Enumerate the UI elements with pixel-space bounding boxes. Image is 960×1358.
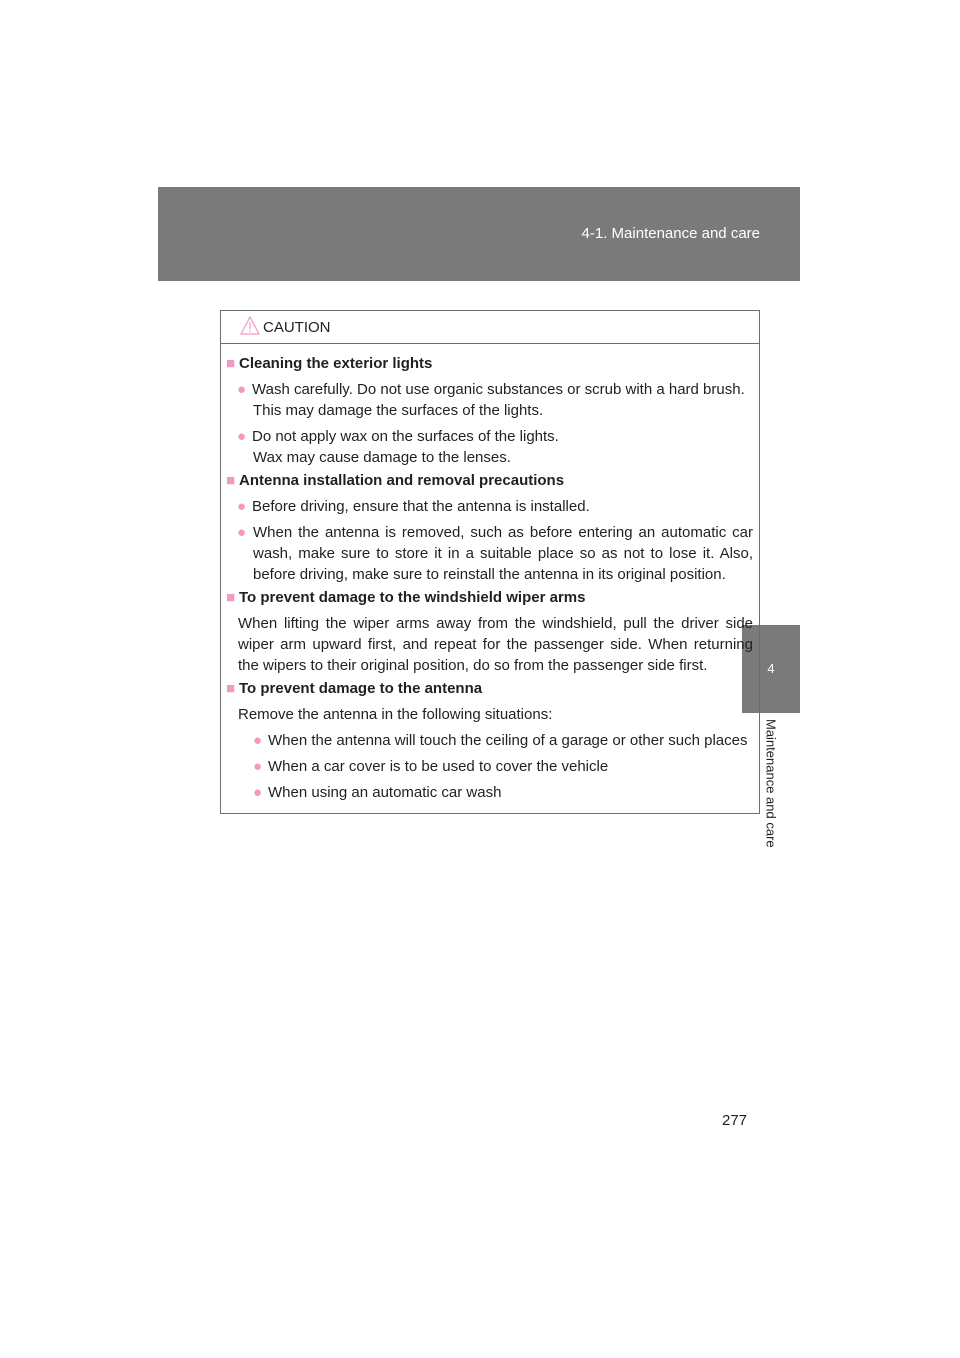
section-title: 4-1. Maintenance and care (581, 225, 760, 242)
list-item-continuation: before driving, make sure to reinstall the antenna in its original position. (253, 566, 726, 583)
warning-triangle-icon (240, 316, 260, 335)
section-heading: ■ Antenna installation and removal precautions (226, 472, 565, 489)
list-item-continuation: wash, make sure to store it in a suitable place so as not to lose it. Also, (253, 545, 753, 562)
list-item: ● When the antenna is removed, such as before entering an automatic car (237, 524, 753, 541)
list-item: ● Wash carefully. Do not use organic substances or scrub with a hard brush. (237, 381, 745, 398)
square-bullet-icon: ■ (226, 680, 236, 697)
header-band (158, 187, 800, 281)
paragraph-line: the wipers to their original position, do so from the passenger side first. (238, 657, 708, 674)
dot-bullet-icon: ● (237, 428, 247, 445)
dot-bullet-icon: ● (237, 498, 247, 515)
list-item: ● When the antenna will touch the ceiling of a garage or other such places (253, 732, 748, 749)
caution-header (221, 311, 759, 344)
caution-title: CAUTION (263, 319, 331, 336)
square-bullet-icon: ■ (226, 589, 236, 606)
dot-bullet-icon: ● (237, 381, 247, 398)
side-tab-label: Maintenance and care (763, 719, 779, 848)
side-tab-number: 4 (742, 625, 800, 713)
dot-bullet-icon: ● (253, 732, 263, 749)
page-number: 277 (722, 1112, 748, 1129)
list-item: ● Before driving, ensure that the antenna is installed. (237, 498, 590, 515)
paragraph-line: When lifting the wiper arms away from the windshield, pull the driver side (238, 615, 753, 632)
square-bullet-icon: ■ (226, 355, 236, 372)
list-item-continuation: This may damage the surfaces of the lights. (253, 402, 544, 419)
dot-bullet-icon: ● (253, 784, 263, 801)
section-heading: ■ Cleaning the exterior lights (226, 355, 433, 372)
list-item-continuation: Wax may cause damage to the lenses. (253, 449, 511, 466)
paragraph-line: Remove the antenna in the following situations: (238, 706, 553, 723)
dot-bullet-icon: ● (237, 524, 247, 541)
paragraph-line: wiper arm upward first, and repeat for the passenger side. When returning (238, 636, 753, 653)
list-item: ● When using an automatic car wash (253, 784, 502, 801)
list-item: ● When a car cover is to be used to cover the vehicle (253, 758, 609, 775)
dot-bullet-icon: ● (253, 758, 263, 775)
list-item: ● Do not apply wax on the surfaces of the lights. (237, 428, 559, 445)
square-bullet-icon: ■ (226, 472, 236, 489)
section-heading: ■ To prevent damage to the windshield wiper arms (226, 589, 586, 606)
caution-box (220, 310, 760, 814)
section-heading: ■ To prevent damage to the antenna (226, 680, 483, 697)
